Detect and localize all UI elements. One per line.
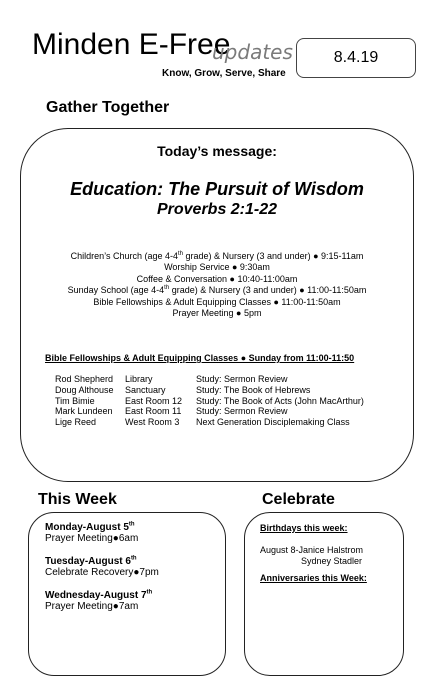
schedule-line: Coffee & Conversation ● 10:40-11:00am	[136, 273, 298, 284]
class-leader: Mark Lundeen	[55, 406, 113, 417]
gather-heading: Gather Together	[46, 99, 170, 116]
celebrate-heading: Celebrate	[262, 491, 335, 508]
message-label: Today’s message:	[157, 143, 277, 159]
class-study: Study: Sermon Review	[196, 406, 288, 417]
message-title: Education: The Pursuit of Wisdom	[70, 179, 364, 199]
classes-heading: Bible Fellowships & Adult Equipping Classes ● Sunday from 11:00-11:50	[45, 353, 355, 363]
week-event: Celebrate Recovery●7pm	[45, 567, 159, 578]
class-room: East Room 11	[125, 406, 182, 417]
message-reference: Proverbs 2:1-22	[156, 201, 278, 218]
week-event: Prayer Meeting●6am	[45, 533, 139, 544]
updates-word: updates	[212, 40, 293, 64]
church-name: Minden E-Free	[32, 28, 231, 61]
class-leader: Doug Althouse	[55, 384, 114, 395]
anniversaries-label: Anniversaries this Week:	[260, 572, 367, 583]
class-leader: Rod Shepherd	[55, 374, 114, 384]
class-study: Study: The Book of Hebrews	[196, 384, 311, 395]
this-week-list	[45, 522, 159, 624]
schedule-line: Children’s Church (age 4-4th grade) & Nursery (3 and under) ● 9:15-11am	[70, 251, 364, 261]
class-study: Study: The Book of Acts (John MacArthur)	[196, 395, 364, 406]
schedule-line: Worship Service ● 9:30am	[164, 262, 270, 273]
service-schedule	[20, 251, 414, 319]
class-study: Study: Sermon Review	[196, 374, 288, 384]
date-box	[296, 38, 416, 78]
class-leader: Lige Reed	[55, 417, 97, 428]
tagline: Know, Grow, Serve, Share	[162, 68, 286, 79]
birthday-line: Sydney Stadler	[301, 556, 363, 566]
schedule-line: Bible Fellowships & Adult Equipping Classes ● 11:00-11:50am	[93, 296, 341, 307]
week-day: Tuesday-August 6th	[45, 555, 137, 567]
schedule-line: Prayer Meeting ● 5pm	[172, 308, 262, 319]
week-event: Prayer Meeting●7am	[45, 601, 139, 612]
bulletin-date: 8.4.19	[333, 49, 379, 66]
class-room: Library	[125, 374, 153, 384]
this-week-heading: This Week	[38, 491, 117, 508]
class-room: West Room 3	[125, 417, 180, 428]
class-leader: Tim Bimie	[55, 395, 95, 406]
schedule-line: Sunday School (age 4-4th grade) & Nursery (3 and under) ● 11:00-11:50am	[67, 285, 367, 296]
class-study: Next Generation Disciplemaking Class	[196, 417, 350, 428]
class-room: Sanctuary	[125, 384, 166, 395]
birthday-line: August 8-Janice Halstrom	[260, 544, 364, 555]
week-day: Wednesday-August 7th	[45, 589, 153, 601]
birthdays-label: Birthdays this week:	[260, 523, 348, 533]
class-room: East Room 12	[125, 395, 183, 406]
celebrate-list	[260, 523, 367, 584]
week-day: Monday-August 5th	[45, 521, 135, 533]
